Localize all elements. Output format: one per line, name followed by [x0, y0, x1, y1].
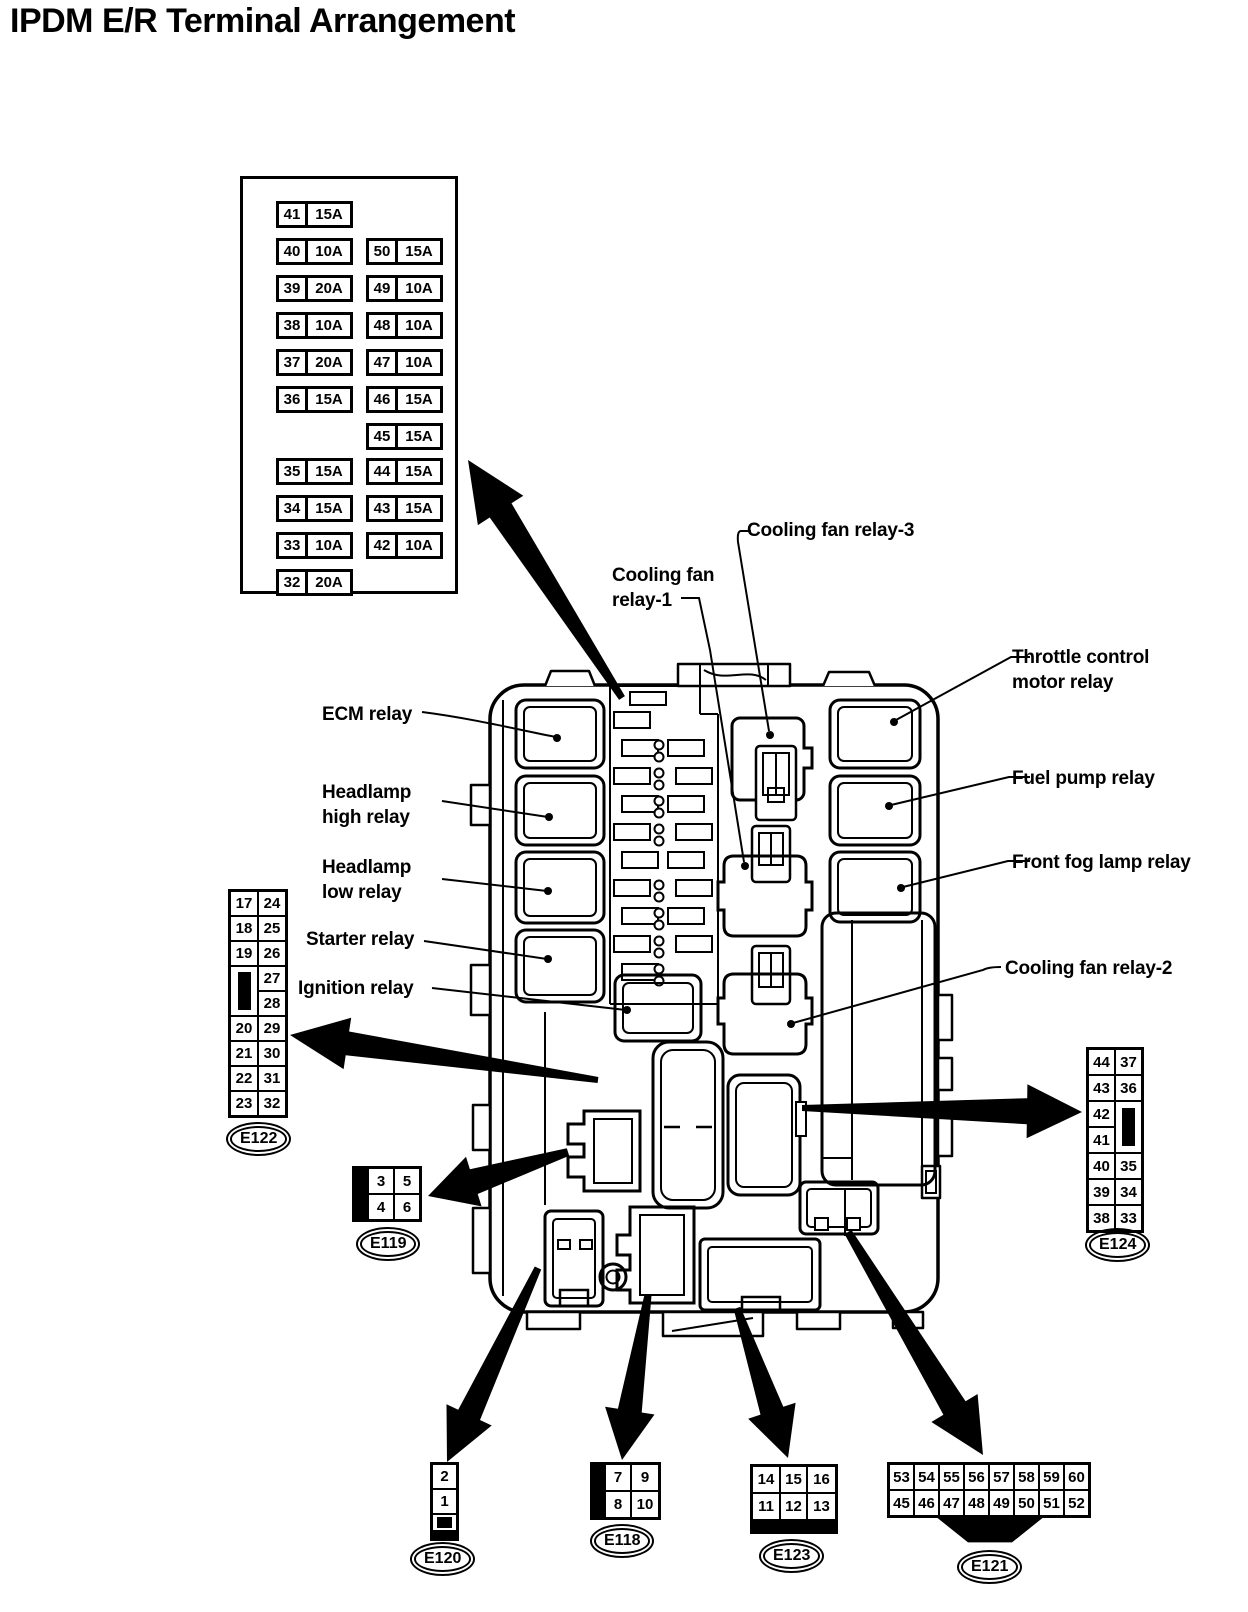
pin-cell: 17: [231, 892, 257, 915]
label-headlamp-high-relay: [322, 780, 411, 830]
starter-relay-shape: [516, 930, 604, 1002]
fuse-number: 48: [366, 312, 398, 339]
pin-cell: 19: [231, 942, 257, 965]
fuse-item: [276, 312, 353, 339]
pin-cell: 52: [1065, 1491, 1088, 1515]
connector-e124-pins: [1086, 1047, 1144, 1233]
fuse-rating: 15A: [308, 458, 353, 485]
connector-tag-e118: E118: [594, 1528, 650, 1554]
fuse-rating: 15A: [308, 495, 353, 522]
pin-cell: 26: [259, 942, 285, 965]
fuse-rating: 10A: [398, 312, 443, 339]
fuse-number: 47: [366, 349, 398, 376]
connector-e122-pins: [228, 889, 288, 1118]
fuse-rating: 10A: [308, 238, 353, 265]
pin-cell: 46: [915, 1491, 938, 1515]
fuse-number: 45: [366, 423, 398, 450]
label-headlamp-low-relay: [322, 855, 411, 905]
pin-cell: 33: [1116, 1206, 1141, 1230]
pin-cell: 21: [231, 1042, 257, 1065]
ecm-relay-shape: [516, 700, 604, 768]
fuse-item: [276, 238, 353, 265]
fuse-rating: 10A: [398, 275, 443, 302]
fuse-item: [276, 275, 353, 302]
pin-cell: 31: [259, 1067, 285, 1090]
fuse-item: [366, 423, 443, 450]
pin-cell: 30: [259, 1042, 285, 1065]
fuse-item: [366, 238, 443, 265]
pin-cell: 7: [606, 1465, 630, 1490]
pin-cell: 24: [259, 892, 285, 915]
pin-cell: 53: [890, 1465, 913, 1489]
pin-cell: 22: [231, 1067, 257, 1090]
fuse-item: [366, 275, 443, 302]
label-ecm-relay: ECM relay: [322, 704, 413, 725]
pin-cell: 48: [965, 1491, 988, 1515]
pin-cell: 60: [1065, 1465, 1088, 1489]
arrow-to-fuse-table: [468, 460, 625, 700]
fuse-rating-table: [240, 176, 458, 594]
fuse-number: 49: [366, 275, 398, 302]
pin-cell: 57: [990, 1465, 1013, 1489]
fuse-number: 36: [276, 386, 308, 413]
cooling-fan-relay-1-shape: [718, 826, 812, 936]
headlamp-high-relay-shape: [516, 776, 604, 845]
blank-pin-cell: [433, 1515, 456, 1530]
fuse-number: 37: [276, 349, 308, 376]
fuse-bank: [610, 686, 718, 1004]
fuse-number: 32: [276, 569, 308, 596]
pin-cell: 3: [369, 1169, 393, 1193]
fuse-item: [276, 532, 353, 559]
pin-cell: 51: [1040, 1491, 1063, 1515]
fuse-number: 43: [366, 495, 398, 522]
fuse-item: [276, 569, 353, 596]
pin-cell: 28: [259, 992, 285, 1015]
pin-cell: 49: [990, 1491, 1013, 1515]
arrow-to-e119: [428, 1148, 569, 1206]
fuse-number: 39: [276, 275, 308, 302]
label-line: Headlamp: [322, 857, 412, 878]
pin-cell: 42: [1089, 1102, 1114, 1126]
pin-cell: 11: [753, 1494, 779, 1519]
fuse-item: [276, 349, 353, 376]
label-ignition-relay: Ignition relay: [298, 978, 414, 999]
fuse-item: [366, 312, 443, 339]
connector-tag-e119: E119: [360, 1231, 416, 1257]
pin-cell: 55: [940, 1465, 963, 1489]
fuse-rating: 15A: [308, 386, 353, 413]
fuse-number: 44: [366, 458, 398, 485]
label-cooling-fan-relay-1: [612, 563, 714, 613]
pin-cell: 58: [1015, 1465, 1038, 1489]
pin-cell: 45: [890, 1491, 913, 1515]
fuse-rating: 10A: [398, 349, 443, 376]
label-line: Cooling fan: [612, 565, 715, 586]
pin-cell: 43: [1089, 1076, 1114, 1100]
fuse-item: [366, 495, 443, 522]
pin-cell: 9: [632, 1465, 658, 1490]
blank-pin-block: [437, 1517, 452, 1528]
label-throttle-control-motor-relay: [1012, 645, 1149, 695]
connector-tag-e120: E120: [414, 1546, 471, 1572]
tall-relay-block: [822, 913, 935, 1185]
pin-cell: 12: [781, 1494, 806, 1519]
pin-cell: 23: [231, 1092, 257, 1115]
pin-cell: 54: [915, 1465, 938, 1489]
arrow-to-e118: [605, 1295, 654, 1461]
pin-cell: 59: [1040, 1465, 1063, 1489]
pin-cell: 2: [433, 1465, 456, 1488]
fuse-number: 41: [276, 201, 308, 228]
arrow-to-e122: [290, 1018, 598, 1083]
pin-cell: 29: [259, 1017, 285, 1040]
fuse-rating: 15A: [398, 238, 443, 265]
fuse-item: [366, 532, 443, 559]
pin-cell: 8: [606, 1492, 630, 1517]
fuse-number: 46: [366, 386, 398, 413]
fuel-pump-relay-shape: [830, 776, 920, 845]
connector-tag-e122: E122: [230, 1126, 287, 1152]
pin-cell: 5: [395, 1169, 419, 1193]
pin-cell: 20: [231, 1017, 257, 1040]
blank-pin-cell: [1116, 1102, 1141, 1152]
fuse-item: [276, 495, 353, 522]
fuse-rating: 10A: [308, 312, 353, 339]
blank-pin-cell: [231, 967, 257, 1015]
arrow-to-e123: [734, 1307, 796, 1458]
label-cooling-fan-relay-3: Cooling fan relay-3: [747, 520, 915, 541]
headlamp-low-relay-shape: [516, 852, 604, 923]
blank-pin-block: [1122, 1108, 1135, 1146]
pin-cell: 4: [369, 1195, 393, 1219]
fuse-rating: 10A: [308, 532, 353, 559]
label-line: high relay: [322, 807, 410, 828]
pin-cell: 27: [259, 967, 285, 990]
fuse-number: 50: [366, 238, 398, 265]
fuse-number: 40: [276, 238, 308, 265]
pin-cell: 10: [632, 1492, 658, 1517]
bottom-connectors: [545, 1182, 878, 1310]
label-starter-relay: Starter relay: [306, 929, 415, 950]
label-fuel-pump-relay: Fuel pump relay: [1012, 768, 1155, 789]
pin-cell: 32: [259, 1092, 285, 1115]
pin-cell: 25: [259, 917, 285, 940]
pin-cell: 1: [433, 1490, 456, 1513]
fuse-number: 35: [276, 458, 308, 485]
connector-tag-e121: E121: [961, 1554, 1018, 1580]
fuse-item: [276, 386, 353, 413]
page-title: IPDM E/R Terminal Arrangement: [10, 2, 516, 40]
pin-cell: 36: [1116, 1076, 1141, 1100]
fuse-number: 38: [276, 312, 308, 339]
pin-cell: 40: [1089, 1154, 1114, 1178]
pin-cell: 13: [808, 1494, 835, 1519]
cooling-fan-relay-2-shape: [718, 946, 812, 1054]
pin-cell: 37: [1116, 1050, 1141, 1074]
label-line: Headlamp: [322, 782, 412, 803]
pin-cell: 16: [808, 1467, 835, 1492]
connector-e119-pins: [352, 1166, 422, 1222]
pin-cell: 18: [231, 917, 257, 940]
fuse-number: 42: [366, 532, 398, 559]
connector-tag-e124: E124: [1089, 1232, 1146, 1258]
fuse-number: 34: [276, 495, 308, 522]
fuse-rating: 20A: [308, 349, 353, 376]
label-line: relay-1: [612, 590, 672, 611]
label-line: motor relay: [1012, 672, 1114, 693]
fuse-rating: 20A: [308, 569, 353, 596]
pin-cell: 34: [1116, 1180, 1141, 1204]
fuse-item: [366, 386, 443, 413]
fuse-rating: 10A: [398, 532, 443, 559]
label-front-fog-lamp-relay: Front fog lamp relay: [1012, 852, 1191, 873]
pin-cell: 50: [1015, 1491, 1038, 1515]
blank-pin-block: [238, 972, 251, 1010]
fuse-item: [366, 349, 443, 376]
pin-cell: 39: [1089, 1180, 1114, 1204]
pin-cell: 41: [1089, 1128, 1114, 1152]
fuse-number: 33: [276, 532, 308, 559]
fuse-rating: 15A: [398, 458, 443, 485]
label-line: low relay: [322, 882, 402, 903]
connector-e123-pins: [750, 1464, 838, 1534]
fuse-rating: 15A: [398, 423, 443, 450]
fuse-rating: 15A: [398, 495, 443, 522]
connector-e120-pins: [430, 1462, 459, 1541]
connector-e118-pins: [590, 1462, 661, 1520]
connector-e121-pins: [887, 1462, 1091, 1518]
pin-cell: 56: [965, 1465, 988, 1489]
center-connectors: [568, 1042, 806, 1208]
fuse-rating: 20A: [308, 275, 353, 302]
throttle-control-motor-relay-shape: [830, 700, 920, 768]
connector-tag-e123: E123: [763, 1543, 820, 1569]
label-cooling-fan-relay-2: Cooling fan relay-2: [1005, 958, 1173, 979]
pin-cell: 47: [940, 1491, 963, 1515]
label-line: Throttle control: [1012, 647, 1150, 668]
pin-cell: 44: [1089, 1050, 1114, 1074]
arrow-to-e121: [845, 1230, 983, 1455]
pin-cell: 6: [395, 1195, 419, 1219]
pin-cell: 38: [1089, 1206, 1114, 1230]
fuse-item: [276, 458, 353, 485]
fuse-rating: 15A: [308, 201, 353, 228]
pin-cell: 15: [781, 1467, 806, 1492]
pin-cell: 35: [1116, 1154, 1141, 1178]
fuse-item: [276, 201, 353, 228]
fuse-item: [366, 458, 443, 485]
pin-cell: 14: [753, 1467, 779, 1492]
fuse-rating: 15A: [398, 386, 443, 413]
